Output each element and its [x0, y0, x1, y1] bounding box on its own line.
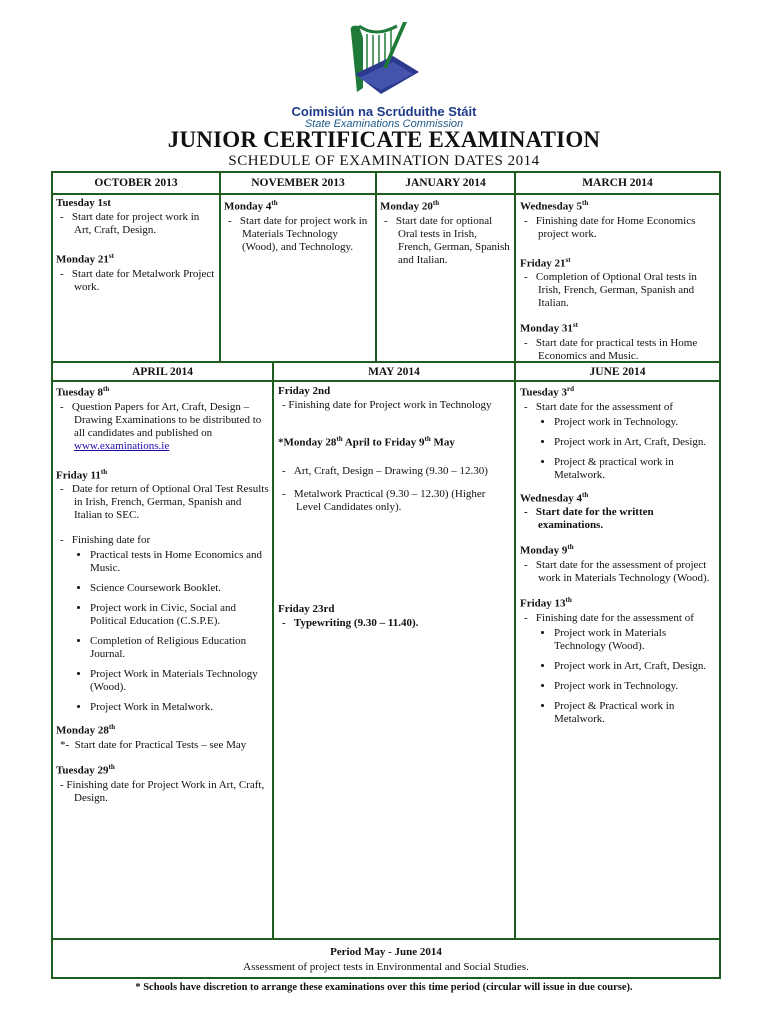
date-heading: Monday 31st [520, 321, 578, 335]
date-heading: Monday 9th [520, 543, 574, 557]
header-october-2013: OCTOBER 2013 [94, 177, 178, 189]
header-march-2014: MARCH 2014 [582, 177, 653, 189]
date-heading: Monday 20th [380, 199, 440, 213]
examinations-link[interactable]: www.examinations.ie [74, 439, 170, 452]
header-may-2014: MAY 2014 [368, 366, 420, 378]
list-item: - Date for return of Optional Oral Test Results in Irish, French, German, Spanish and Italian to SEC. [60, 483, 269, 522]
footnote: * Schools have discretion to arrange these examinations over this time period (circular will issue in due course). [135, 982, 633, 993]
list-item: - Typewriting (9.30 – 11.40). [282, 616, 419, 629]
list-item: - Art, Craft, Design – Drawing (9.30 – 12.30) [282, 464, 488, 477]
june-cell [520, 381, 716, 733]
bullet-item: • Project work in Art, Craft, Design. [554, 660, 716, 673]
row2-divider-2 [514, 361, 516, 939]
bullet-item: • Project & Practical work in Metalwork. [554, 700, 716, 726]
list-item: - Finishing date for Project Work in Art, Craft, Design. [60, 778, 265, 804]
march-cell [520, 195, 716, 364]
bullet-item: • Project work in Technology. [554, 416, 716, 429]
header-june-2014: JUNE 2014 [589, 366, 646, 378]
date-heading: Tuesday 1st [56, 197, 111, 209]
row1-divider-2 [375, 171, 377, 362]
bullet-item: • Science Coursework Booklet. [90, 582, 270, 595]
footer-period: Period May - June 2014 [330, 946, 442, 958]
list-item: - Metalwork Practical (9.30 – 12.30) (Higher Level Candidates only). [282, 487, 486, 513]
date-heading: *Monday 28th April to Friday 9th May [278, 435, 455, 449]
list-item: - Question Papers for Art, Craft, Design – Drawing Examinations to be distributed to all candidates and published on www.examinations.ie [60, 400, 262, 452]
date-heading: Friday 11th [56, 467, 108, 482]
sec-logo [345, 20, 421, 100]
date-heading: Tuesday 29th [56, 762, 115, 777]
bullet-item: • Practical tests in Home Economics and Music. [90, 549, 270, 575]
date-heading: Monday 28th [56, 723, 116, 737]
bullet-item: • Project Work in Materials Technology (Wood). [90, 668, 270, 694]
list-item: - Start date for project work in Art, Craft, Design. [60, 211, 200, 236]
header-november-2013: NOVEMBER 2013 [251, 177, 345, 189]
footer-divider [51, 938, 721, 940]
date-heading: Friday 13th [520, 595, 572, 610]
header-april-2014: APRIL 2014 [131, 366, 194, 378]
date-heading: Monday 21st [56, 252, 114, 266]
list-item: - Completion of Optional Oral tests in Irish, French, German, Spanish and Italian. [524, 271, 697, 310]
october-cell [56, 195, 216, 295]
list-item: - Finishing date for Project work in Technology [282, 399, 492, 411]
list-item: - Start date for the assessment of project work in Materials Technology (Wood). [524, 558, 710, 584]
list-item: - Start date for Metalwork Project work. [60, 267, 215, 293]
list-item: - Start date for practical tests in Home Economics and Music. [524, 336, 698, 362]
date-heading: Monday 4th [224, 199, 278, 213]
bullet-item: • Project & practical work in Metalwork. [554, 456, 716, 482]
date-heading: Tuesday 8th [56, 385, 110, 399]
list-item: - Start date for the written examinations. [524, 506, 654, 532]
document-subtitle: SCHEDULE OF EXAMINATION DATES 2014 [228, 153, 540, 169]
list-item: - Finishing date for [60, 534, 151, 547]
may-cell [278, 383, 510, 631]
row1-divider-1 [219, 171, 221, 362]
bullet-item: • Project work in Materials Technology (Wood). [554, 627, 716, 653]
list-item: - Start date for project work in Materials Technology (Wood), and Technology. [228, 214, 368, 253]
list-item: - Finishing date for the assessment of [524, 611, 694, 624]
org-name-english: State Examinations Commission [304, 118, 464, 130]
bullet-item: • Project work in Technology. [554, 680, 716, 693]
bullet-item: • Project work in Civic, Social and Political Education (C.S.P.E). [90, 602, 270, 628]
date-heading: Friday 2nd [278, 385, 331, 397]
header-january-2014: JANUARY 2014 [405, 177, 486, 189]
date-heading: Friday 21st [520, 255, 571, 270]
list-item: - Start date for the assessment of [524, 400, 674, 413]
list-item: - Finishing date for Home Economics project work. [524, 214, 696, 240]
april-cell [56, 381, 270, 806]
document-title: JUNIOR CERTIFICATE EXAMINATION [167, 127, 601, 152]
list-item: - Start date for optional Oral tests in Irish, French, German, Spanish and Italian. [384, 214, 510, 266]
june-finishing-list [520, 627, 716, 726]
list-item: *- Start date for Practical Tests – see May [60, 738, 247, 751]
april-finishing-list [56, 549, 270, 714]
june-assessment-list [520, 416, 716, 482]
january-cell [380, 195, 512, 268]
bullet-item: • Project Work in Metalwork. [90, 701, 270, 714]
bullet-item: • Completion of Religious Education Journal. [90, 635, 270, 661]
date-heading: Wednesday 5th [520, 199, 589, 213]
date-heading: Friday 23rd [278, 602, 335, 615]
footer-assessment: Assessment of project tests in Environmental and Social Studies. [243, 961, 529, 973]
org-name-irish: Coimisiún na Scrúduithe Stáit [291, 104, 477, 119]
date-heading: Tuesday 3rd [520, 385, 574, 399]
date-heading: Wednesday 4th [520, 490, 589, 505]
row1-divider-3 [514, 171, 516, 362]
row2-divider-1 [272, 361, 274, 939]
november-cell [224, 195, 372, 255]
bullet-item: • Project work in Art, Craft, Design. [554, 436, 716, 449]
